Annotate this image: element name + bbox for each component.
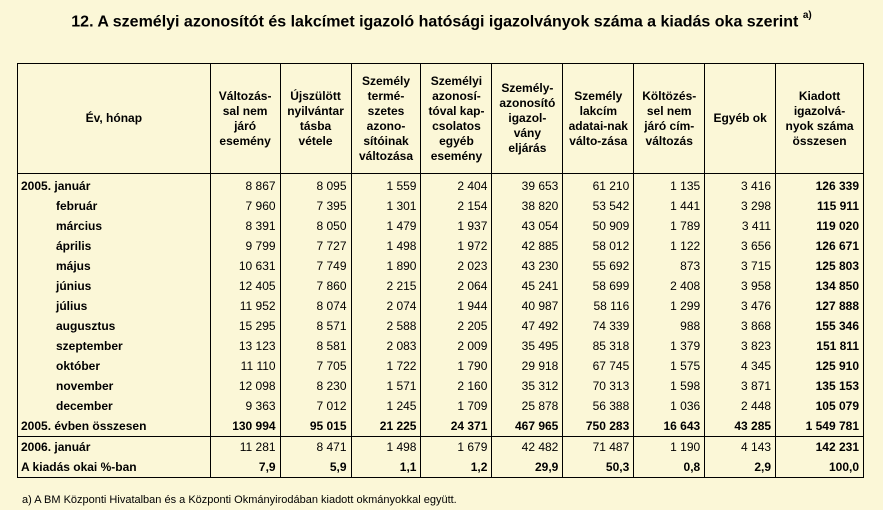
row-label: 2005. évben összesen bbox=[18, 416, 211, 437]
row-total-cell: 105 079 bbox=[776, 396, 864, 416]
row-total-cell: 100,0 bbox=[776, 457, 864, 478]
table-row bbox=[18, 256, 864, 276]
table-cell: 67 745 bbox=[563, 356, 634, 376]
row-label: április bbox=[18, 236, 211, 256]
table-cell: 13 123 bbox=[210, 336, 280, 356]
row-total-cell: 126 339 bbox=[776, 174, 864, 197]
table-cell: 43 054 bbox=[492, 216, 563, 236]
table-cell: 15 295 bbox=[210, 316, 280, 336]
row-label: június bbox=[18, 276, 211, 296]
table-cell: 1 789 bbox=[634, 216, 705, 236]
table-cell: 7 860 bbox=[280, 276, 351, 296]
table-row bbox=[18, 396, 864, 416]
row-label: március bbox=[18, 216, 211, 236]
header-col-8: Egyéb ok bbox=[705, 64, 776, 174]
table-cell: 74 339 bbox=[563, 316, 634, 336]
table-cell: 2 023 bbox=[421, 256, 492, 276]
table-cell: 16 643 bbox=[634, 416, 705, 437]
table-cell: 8 867 bbox=[210, 174, 280, 197]
table-row bbox=[18, 376, 864, 396]
table-cell: 45 241 bbox=[492, 276, 563, 296]
table-cell: 3 416 bbox=[705, 174, 776, 197]
row-total-cell: 119 020 bbox=[776, 216, 864, 236]
header-col-7: Költözés-sel nem járó cím-változás bbox=[634, 64, 705, 174]
table-cell: 8 230 bbox=[280, 376, 351, 396]
table-cell: 1 598 bbox=[634, 376, 705, 396]
table-cell: 8 391 bbox=[210, 216, 280, 236]
table-cell: 1 972 bbox=[421, 236, 492, 256]
table-cell: 1 036 bbox=[634, 396, 705, 416]
table-cell: 2 205 bbox=[421, 316, 492, 336]
row-total-cell: 134 850 bbox=[776, 276, 864, 296]
table-cell: 467 965 bbox=[492, 416, 563, 437]
table-cell: 3 298 bbox=[705, 196, 776, 216]
row-total-cell: 115 911 bbox=[776, 196, 864, 216]
table-cell: 2 074 bbox=[351, 296, 421, 316]
table-cell: 1 790 bbox=[421, 356, 492, 376]
table-cell: 7 749 bbox=[280, 256, 351, 276]
table-cell: 3 868 bbox=[705, 316, 776, 336]
table-cell: 58 012 bbox=[563, 236, 634, 256]
row-label: július bbox=[18, 296, 211, 316]
row-total-cell: 125 910 bbox=[776, 356, 864, 376]
header-col-5: Személy-azonosító igazol-vány eljárás bbox=[492, 64, 563, 174]
table-cell: 8 050 bbox=[280, 216, 351, 236]
table-body bbox=[18, 174, 864, 478]
table-cell: 3 823 bbox=[705, 336, 776, 356]
row-total-cell: 142 231 bbox=[776, 437, 864, 458]
table-title bbox=[0, 12, 883, 31]
row-label: október bbox=[18, 356, 211, 376]
table-cell: 2 408 bbox=[634, 276, 705, 296]
table-cell: 5,9 bbox=[280, 457, 351, 478]
table-cell: 9 799 bbox=[210, 236, 280, 256]
table-cell: 2 160 bbox=[421, 376, 492, 396]
table-cell: 42 885 bbox=[492, 236, 563, 256]
table-cell: 7 960 bbox=[210, 196, 280, 216]
table-row bbox=[18, 336, 864, 356]
table-cell: 7 727 bbox=[280, 236, 351, 256]
row-total-cell: 155 346 bbox=[776, 316, 864, 336]
table-cell: 40 987 bbox=[492, 296, 563, 316]
table-cell: 10 631 bbox=[210, 256, 280, 276]
table-cell: 70 313 bbox=[563, 376, 634, 396]
table-row bbox=[18, 316, 864, 336]
table-cell: 750 283 bbox=[563, 416, 634, 437]
table-cell: 8 471 bbox=[280, 437, 351, 458]
row-label: május bbox=[18, 256, 211, 276]
table-cell: 95 015 bbox=[280, 416, 351, 437]
table-cell: 43 230 bbox=[492, 256, 563, 276]
table-row bbox=[18, 416, 864, 437]
table-row bbox=[18, 356, 864, 376]
table-cell: 2 154 bbox=[421, 196, 492, 216]
table-cell: 29,9 bbox=[492, 457, 563, 478]
table-cell: 2 083 bbox=[351, 336, 421, 356]
table-cell: 25 878 bbox=[492, 396, 563, 416]
row-label: december bbox=[18, 396, 211, 416]
statistics-table bbox=[17, 63, 864, 478]
table-cell: 1 722 bbox=[351, 356, 421, 376]
table-cell: 8 581 bbox=[280, 336, 351, 356]
header-col-4: Személyi azonosí-tóval kap-csolatos egyéb esemény bbox=[421, 64, 492, 174]
table-cell: 61 210 bbox=[563, 174, 634, 197]
row-label: november bbox=[18, 376, 211, 396]
table-cell: 50 909 bbox=[563, 216, 634, 236]
header-col-3: Személy termé-szetes azono-sítóinak változása bbox=[351, 64, 421, 174]
table-cell: 35 495 bbox=[492, 336, 563, 356]
title-text: 12. A személyi azonosítót és lakcímet igazoló hatósági igazolványok száma a kiadás oka szerint bbox=[71, 13, 799, 31]
table-cell: 71 487 bbox=[563, 437, 634, 458]
table-cell: 1 890 bbox=[351, 256, 421, 276]
table-cell: 7 395 bbox=[280, 196, 351, 216]
table-cell: 56 388 bbox=[563, 396, 634, 416]
table-cell: 1 559 bbox=[351, 174, 421, 197]
table-cell: 8 571 bbox=[280, 316, 351, 336]
table-cell: 24 371 bbox=[421, 416, 492, 437]
table-cell: 4 143 bbox=[705, 437, 776, 458]
table-cell: 3 715 bbox=[705, 256, 776, 276]
table-cell: 58 116 bbox=[563, 296, 634, 316]
table-cell: 2 404 bbox=[421, 174, 492, 197]
header-period: Év, hónap bbox=[18, 64, 211, 174]
table-cell: 55 692 bbox=[563, 256, 634, 276]
table-cell: 8 095 bbox=[280, 174, 351, 197]
table-cell: 1,2 bbox=[421, 457, 492, 478]
title-footnote-mark: a) bbox=[802, 10, 812, 21]
header-row bbox=[18, 64, 864, 174]
row-total-cell: 126 671 bbox=[776, 236, 864, 256]
table-cell: 58 699 bbox=[563, 276, 634, 296]
table-cell: 8 074 bbox=[280, 296, 351, 316]
row-total-cell: 125 803 bbox=[776, 256, 864, 276]
table-cell: 1 122 bbox=[634, 236, 705, 256]
table-cell: 1 190 bbox=[634, 437, 705, 458]
table-cell: 2 588 bbox=[351, 316, 421, 336]
table-cell: 1 679 bbox=[421, 437, 492, 458]
table-cell: 1 944 bbox=[421, 296, 492, 316]
row-total-cell: 135 153 bbox=[776, 376, 864, 396]
header-col-1: Változás-sal nem járó esemény bbox=[210, 64, 280, 174]
row-label: 2005. január bbox=[18, 174, 211, 197]
table-cell: 1 498 bbox=[351, 437, 421, 458]
table-cell: 1 379 bbox=[634, 336, 705, 356]
table-row bbox=[18, 457, 864, 478]
table-cell: 2 009 bbox=[421, 336, 492, 356]
table-cell: 1 479 bbox=[351, 216, 421, 236]
table-cell: 21 225 bbox=[351, 416, 421, 437]
table-cell: 47 492 bbox=[492, 316, 563, 336]
row-total-cell: 127 888 bbox=[776, 296, 864, 316]
header-total: Kiadott igazolvá-nyok száma összesen bbox=[776, 64, 864, 174]
table-cell: 3 958 bbox=[705, 276, 776, 296]
table-cell: 1 709 bbox=[421, 396, 492, 416]
table-cell: 3 411 bbox=[705, 216, 776, 236]
row-label: szeptember bbox=[18, 336, 211, 356]
table-row bbox=[18, 276, 864, 296]
table-cell: 85 318 bbox=[563, 336, 634, 356]
table-row bbox=[18, 174, 864, 197]
row-total-cell: 151 811 bbox=[776, 336, 864, 356]
table-cell: 1 498 bbox=[351, 236, 421, 256]
row-label: 2006. január bbox=[18, 437, 211, 458]
row-label: A kiadás okai %-ban bbox=[18, 457, 211, 478]
table-cell: 2 215 bbox=[351, 276, 421, 296]
table-cell: 9 363 bbox=[210, 396, 280, 416]
table-cell: 7 012 bbox=[280, 396, 351, 416]
row-label: február bbox=[18, 196, 211, 216]
table-cell: 39 653 bbox=[492, 174, 563, 197]
table-cell: 1 571 bbox=[351, 376, 421, 396]
table-cell: 130 994 bbox=[210, 416, 280, 437]
table-cell: 0,8 bbox=[634, 457, 705, 478]
table-cell: 3 476 bbox=[705, 296, 776, 316]
table-cell: 1 245 bbox=[351, 396, 421, 416]
row-total-cell: 1 549 781 bbox=[776, 416, 864, 437]
footnote: a) A BM Központi Hivatalban és a Központi Okmányirodában kiadott okmányokkal együtt. bbox=[22, 494, 457, 506]
table-cell: 11 110 bbox=[210, 356, 280, 376]
table-cell: 1 937 bbox=[421, 216, 492, 236]
table-cell: 1 575 bbox=[634, 356, 705, 376]
table-cell: 1,1 bbox=[351, 457, 421, 478]
table-cell: 12 098 bbox=[210, 376, 280, 396]
row-label: augusztus bbox=[18, 316, 211, 336]
table-cell: 4 345 bbox=[705, 356, 776, 376]
table-cell: 3 871 bbox=[705, 376, 776, 396]
table-cell: 29 918 bbox=[492, 356, 563, 376]
table-cell: 2 448 bbox=[705, 396, 776, 416]
table-cell: 1 301 bbox=[351, 196, 421, 216]
table-cell: 50,3 bbox=[563, 457, 634, 478]
table-row bbox=[18, 216, 864, 236]
table-cell: 35 312 bbox=[492, 376, 563, 396]
table-cell: 1 299 bbox=[634, 296, 705, 316]
table-cell: 873 bbox=[634, 256, 705, 276]
table-row bbox=[18, 437, 864, 458]
table-cell: 11 281 bbox=[210, 437, 280, 458]
table-cell: 2,9 bbox=[705, 457, 776, 478]
table-cell: 7 705 bbox=[280, 356, 351, 376]
table-cell: 1 135 bbox=[634, 174, 705, 197]
table-row bbox=[18, 236, 864, 256]
header-col-6: Személy lakcím adatai-nak válto-zása bbox=[563, 64, 634, 174]
table-cell: 2 064 bbox=[421, 276, 492, 296]
table-cell: 42 482 bbox=[492, 437, 563, 458]
table-cell: 7,9 bbox=[210, 457, 280, 478]
table-row bbox=[18, 196, 864, 216]
table-cell: 988 bbox=[634, 316, 705, 336]
table-cell: 12 405 bbox=[210, 276, 280, 296]
table-cell: 43 285 bbox=[705, 416, 776, 437]
table-cell: 53 542 bbox=[563, 196, 634, 216]
table-cell: 38 820 bbox=[492, 196, 563, 216]
table-cell: 3 656 bbox=[705, 236, 776, 256]
table-cell: 11 952 bbox=[210, 296, 280, 316]
header-col-2: Újszülött nyilvántar tásba vétele bbox=[280, 64, 351, 174]
table-row bbox=[18, 296, 864, 316]
table-cell: 1 441 bbox=[634, 196, 705, 216]
